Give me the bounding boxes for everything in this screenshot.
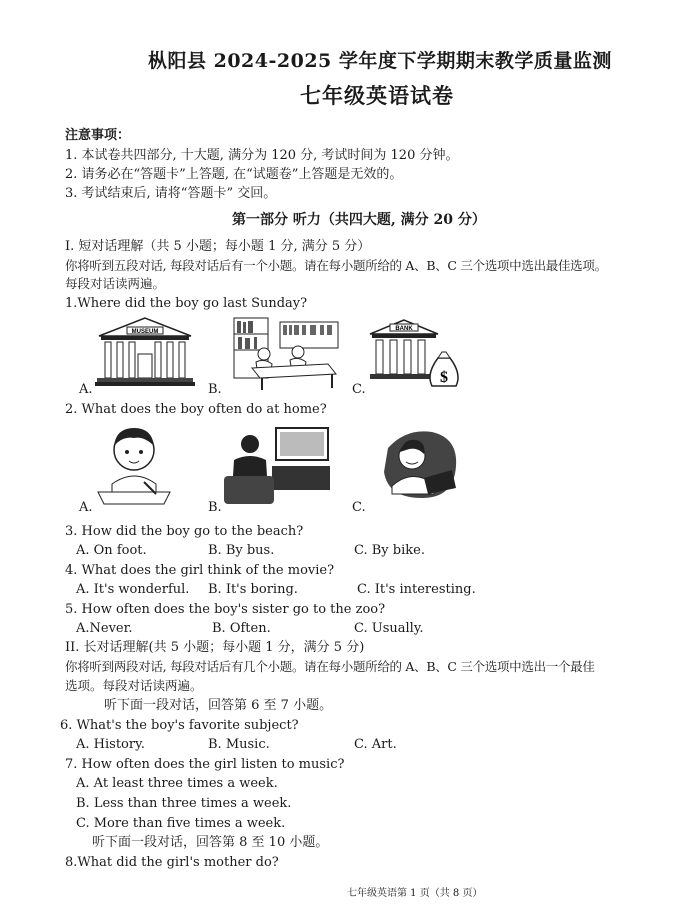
question-1: 1.Where did the boy go last Sunday? [65, 296, 308, 311]
question-4: 4. What does the girl think of the movie? [65, 563, 335, 578]
using-computer-picture [376, 428, 460, 502]
section2-instructions: 你将听到两段对话, 每段对话后有几个小题。请在每小题所给的 A、B、C 三个选项中选出一个最佳 [65, 659, 595, 674]
question-2: 2. What does the boy often do at home? [65, 402, 327, 417]
q7-option-a: A. At least three times a week. [76, 776, 278, 791]
q6-option-b: B. Music. [208, 737, 270, 752]
library-picture [232, 316, 342, 390]
q3-option-c: C. By bike. [354, 543, 425, 558]
q3-option-a: A. On foot. [76, 543, 147, 558]
part1-heading: 第一部分 听力（共四大题, 满分 20 分） [232, 212, 486, 228]
notes-item: 2. 请务必在“答题卡”上答题, 在“试题卷”上答题是无效的。 [65, 167, 403, 182]
q2-option-b: B. [208, 500, 222, 515]
q5-option-a: A.Never. [76, 621, 133, 636]
question-3: 3. How did the boy go to the beach? [65, 524, 304, 539]
section1-heading: I. 短对话理解（共 5 小题；每小题 1 分, 满分 5 分） [65, 239, 371, 254]
section2-heading: II. 长对话理解(共 5 小题；每小题 1 分，满分 5 分) [65, 640, 365, 655]
dialogue-prompt: 听下面一段对话，回答第 6 至 7 小题。 [104, 698, 333, 713]
exam-title: 枞阳县 2024-2025 学年度下学期期末教学质量监测 [148, 50, 612, 72]
question-7: 7. How often does the girl listen to music? [65, 757, 345, 772]
q2-option-c: C. [352, 500, 366, 515]
q7-option-c: C. More than five times a week. [76, 816, 286, 831]
exam-subtitle: 七年级英语试卷 [300, 83, 454, 108]
museum-picture [95, 316, 195, 388]
q6-option-a: A. History. [76, 737, 145, 752]
question-5: 5. How often does the boy's sister go to the zoo? [65, 602, 386, 617]
notes-item: 3. 考试结束后, 请将“答题卡” 交回。 [65, 186, 277, 201]
notes-item: 1. 本试卷共四部分, 十大题, 满分为 120 分, 考试时间为 120 分钟。 [65, 148, 459, 163]
section1-instructions: 你将听到五段对话, 每段对话后有一个小题。请在每小题所给的 A、B、C 三个选项中选出最佳选项。 [65, 258, 607, 273]
money-symbol: $ [440, 369, 448, 386]
section1-instructions: 每段对话读两遍。 [65, 276, 166, 291]
museum-sign: MUSEUM [131, 329, 159, 335]
notes-heading: 注意事项： [65, 128, 131, 143]
dialogue-prompt: 听下面一段对话，回答第 8 至 10 小题。 [92, 835, 329, 850]
q5-option-c: C. Usually. [354, 621, 424, 636]
q4-option-a: A. It's wonderful. [76, 582, 190, 597]
q1-option-b: B. [208, 382, 222, 397]
section2-instructions: 选项。每段对话读两遍。 [65, 678, 203, 693]
bank-picture [368, 318, 460, 390]
q1-option-c: C. [352, 382, 366, 397]
boy-studying-picture [94, 422, 174, 506]
playing-games-picture [220, 426, 332, 506]
q5-option-b: B. Often. [212, 621, 271, 636]
q6-option-c: C. Art. [354, 737, 397, 752]
question-8: 8.What did the girl's mother do? [65, 855, 279, 870]
q7-option-b: B. Less than three times a week. [76, 796, 292, 811]
q1-option-a: A. [79, 382, 93, 397]
bank-sign: BANK [395, 326, 413, 332]
q4-option-c: C. It's interesting. [357, 582, 476, 597]
q3-option-b: B. By bus. [208, 543, 275, 558]
q4-option-b: B. It's boring. [208, 582, 298, 597]
question-6: 6. What's the boy's favorite subject? [60, 718, 299, 733]
page-footer: 七年级英语第 1 页（共 8 页） [347, 888, 483, 899]
q2-option-a: A. [79, 500, 93, 515]
